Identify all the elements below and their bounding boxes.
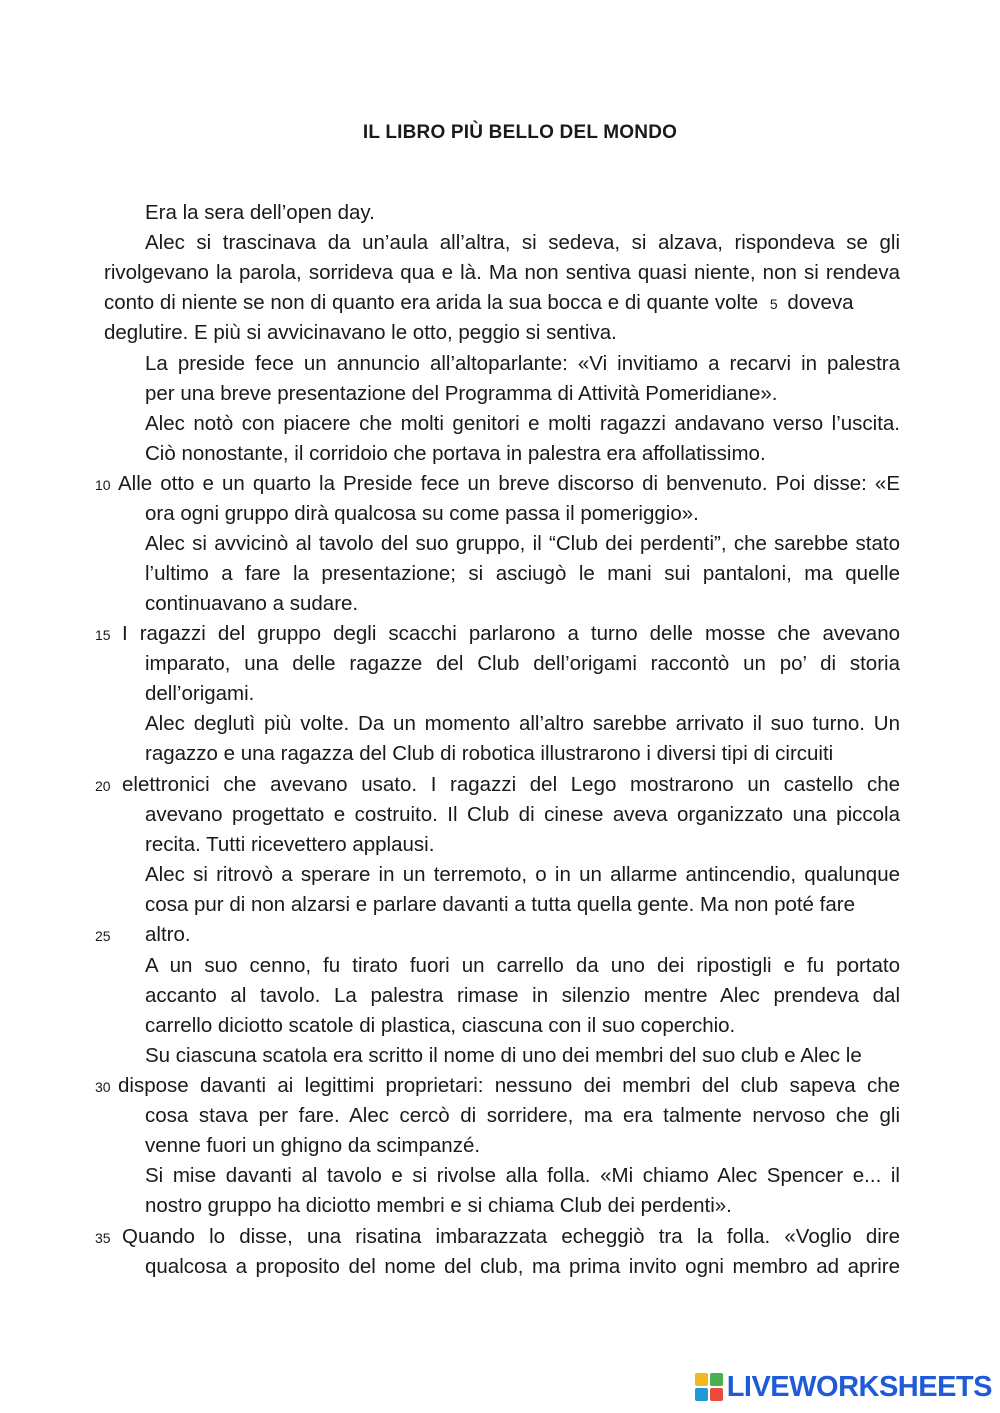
logo-square	[695, 1388, 708, 1401]
text-line: Alec deglutì più volte. Da un momento all’altro sarebbe arrivato il suo turno. Un	[145, 712, 900, 735]
text-line: I ragazzi del gruppo degli scacchi parlarono a turno delle mosse che avevano	[122, 622, 900, 645]
text-line: continuavano a sudare.	[145, 592, 359, 615]
text-line: A un suo cenno, fu tirato fuori un carrello da uno dei ripostigli e fu portato	[145, 954, 900, 977]
text-line: nostro gruppo ha diciotto membri e si chiama Club dei perdenti».	[145, 1194, 732, 1217]
text-line: Alec si trascinava da un’aula all’altra, si sedeva, si alzava, rispondeva se gli	[145, 231, 900, 254]
line-number: 25	[95, 928, 111, 944]
line-number: 15	[95, 627, 111, 643]
text-line: Alec si avvicinò al tavolo del suo gruppo, il “Club dei perdenti”, che sarebbe stato	[145, 532, 900, 555]
text-line: per una breve presentazione del Programma di Attività Pomeridiane».	[145, 382, 778, 405]
text-line: Ciò nonostante, il corridoio che portava in palestra era affollatissimo.	[145, 442, 766, 465]
line-number: 35	[95, 1230, 111, 1246]
text-line: dispose davanti ai legittimi proprietari: nessuno dei membri del club sapeva che	[118, 1074, 900, 1097]
text-line: Quando lo disse, una risatina imbarazzata echeggiò tra la folla. «Voglio dire	[122, 1225, 900, 1248]
line-number: 30	[95, 1079, 111, 1095]
line-number: 5	[769, 296, 778, 312]
text-line: deglutire. E più si avvicinavano le otto, peggio si sentiva.	[104, 321, 617, 344]
logo-square	[710, 1388, 723, 1401]
text-line: Alle otto e un quarto la Preside fece un breve discorso di benvenuto. Poi disse: «E	[118, 472, 900, 495]
text-line: cosa pur di non alzarsi e parlare davanti a tutta quella gente. Ma non poté fare	[145, 893, 855, 916]
liveworksheets-logo-icon	[695, 1373, 723, 1401]
text-line: Alec si ritrovò a sperare in un terremoto, o in un allarme antincendio, qualunque	[145, 863, 900, 886]
text-line: accanto al tavolo. La palestra rimase in silenzio mentre Alec prendeva dal	[145, 984, 900, 1007]
text-line: l’ultimo a fare la presentazione; si asciugò le mani sui pantaloni, ma quelle	[145, 562, 900, 585]
text-line: ragazzo e una ragazza del Club di robotica illustrarono i diversi tipi di circuiti	[145, 742, 834, 765]
text-line: carrello diciotto scatole di plastica, ciascuna con il suo coperchio.	[145, 1014, 736, 1037]
line-number: 20	[95, 778, 111, 794]
text-line: cosa stava per fare. Alec cercò di sorridere, ma era talmente nervoso che gli	[145, 1104, 900, 1127]
text-line: recita. Tutti ricevettero applausi.	[145, 833, 435, 856]
text-line: La preside fece un annuncio all’altoparlante: «Vi invitiamo a recarvi in palestra	[145, 352, 900, 375]
text-line: dell’origami.	[145, 682, 255, 705]
text-line: Alec notò con piacere che molti genitori e molti ragazzi andavano verso l’uscita.	[145, 412, 900, 435]
line-number: 10	[95, 477, 111, 493]
liveworksheets-logo[interactable]	[695, 1367, 992, 1407]
text-line: imparato, una delle ragazze del Club dell’origami raccontò un po’ di storia	[145, 652, 900, 675]
text-segment: conto di niente se non di quanto era arida la sua bocca e di quante volte	[104, 291, 759, 314]
text-line: Era la sera dell’open day.	[145, 201, 375, 224]
text-line: qualcosa a proposito del nome del club, ma prima invito ogni membro ad aprire	[145, 1255, 900, 1278]
page-title: IL LIBRO PIÙ BELLO DEL MONDO	[362, 122, 678, 143]
logo-square	[695, 1373, 708, 1386]
text-line: Si mise davanti al tavolo e si rivolse alla folla. «Mi chiamo Alec Spencer e... il	[145, 1164, 900, 1187]
text-line: venne fuori un ghigno da scimpanzé.	[145, 1134, 481, 1157]
text-line: elettronici che avevano usato. I ragazzi del Lego mostrarono un castello che	[122, 773, 900, 796]
text-line: rivolgevano la parola, sorrideva qua e là. Ma non sentiva quasi niente, non si rendeva	[104, 261, 900, 284]
text-line: altro.	[145, 923, 191, 946]
text-line: Su ciascuna scatola era scritto il nome di uno dei membri del suo club e Alec le	[145, 1044, 862, 1067]
logo-text: LIVEWORKSHEETS	[726, 1370, 992, 1403]
text-segment: doveva	[787, 291, 854, 314]
logo-square	[710, 1373, 723, 1386]
text-line-with-number	[104, 288, 900, 318]
text-line: ora ogni gruppo dirà qualcosa su come passa il pomeriggio».	[145, 502, 699, 525]
text-line: avevano progettato e costruito. Il Club di cinese aveva organizzato una piccola	[145, 803, 900, 826]
